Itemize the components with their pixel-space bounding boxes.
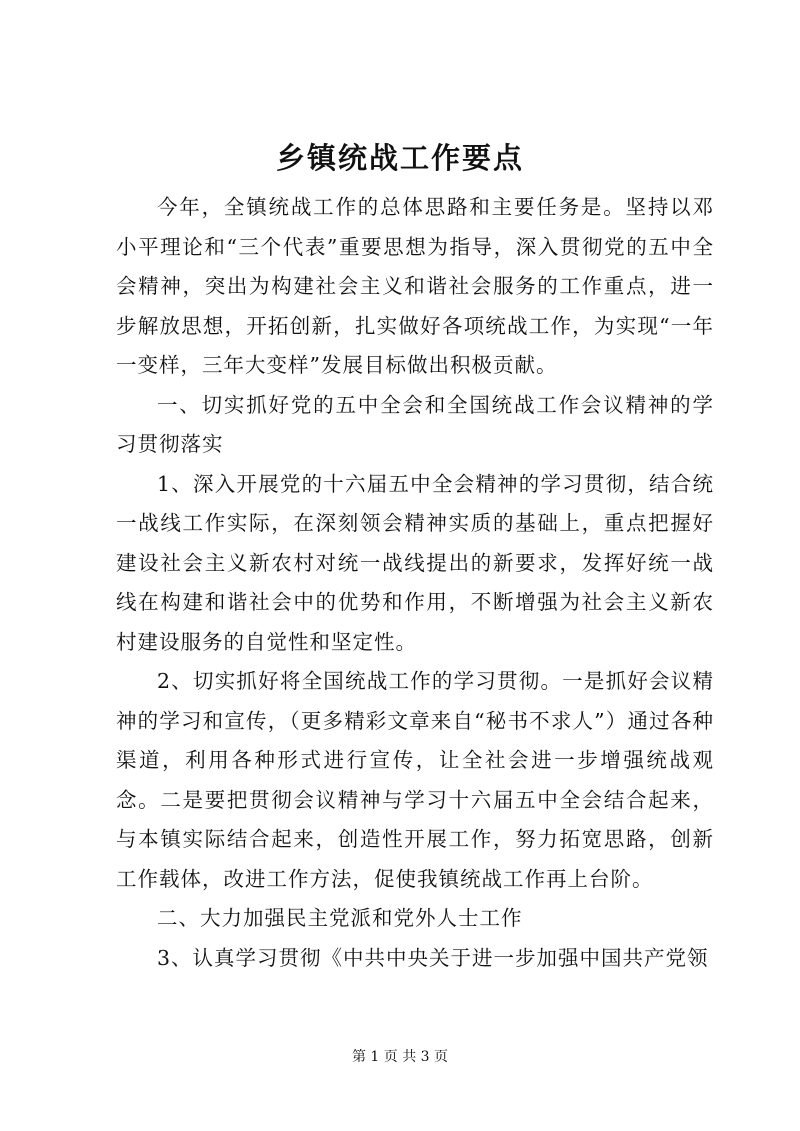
document-title: 乡镇统战工作要点 [275,141,524,175]
page-footer: 第 1 页 共 3 页 [351,1049,449,1065]
section-heading-1: 一、切实抓好党的五中全会和全国统战工作会议精神的学习贯彻落实 [116,392,714,456]
paragraph-item-3: 3、认真学习贯彻《中共中央关于进一步加强中国共产党领 [157,945,709,970]
section-heading-2: 二、大力加强民主党派和党外人士工作 [157,906,523,930]
paragraph-item-1: 1、深入开展党的十六届五中全会精神的学习贯彻，结合统一战线工作实际，在深刻领会精神实质的基础上，重点把握好建设社会主义新农村对统一战线提出的新要求，发挥好统一战线在构建和谐社会中的优势和作用，不断增强为社会主义新农村建设服务的自觉性和坚定性。 [116,471,714,654]
paragraph-item-2: 2、切实抓好将全国统战工作的学习贯彻。一是抓好会议精神的学习和宣传，（更多精彩文章来自“秘书不求人”）通过各种渠道，利用各种形式进行宣传，让全社会进一步增强统战观念。二是要把贯彻会议精神与学习十六届五中全会结合起来，与本镇实际结合起来，创造性开展工作，努力拓宽思路，创新工作载体，改进工作方法，促使我镇统战工作再上台阶。 [116,669,714,891]
document-body [116,188,714,978]
paragraph-intro: 今年，全镇统战工作的总体思路和主要任务是。坚持以邓小平理论和“三个代表”重要思想为指导，深入贯彻党的五中全会精神，突出为构建社会主义和谐社会服务的工作重点，进一步解放思想，开拓创新，扎实做好各项统战工作，为实现“一年一变样，三年大变样”发展目标做出积极贡献。 [116,195,714,377]
